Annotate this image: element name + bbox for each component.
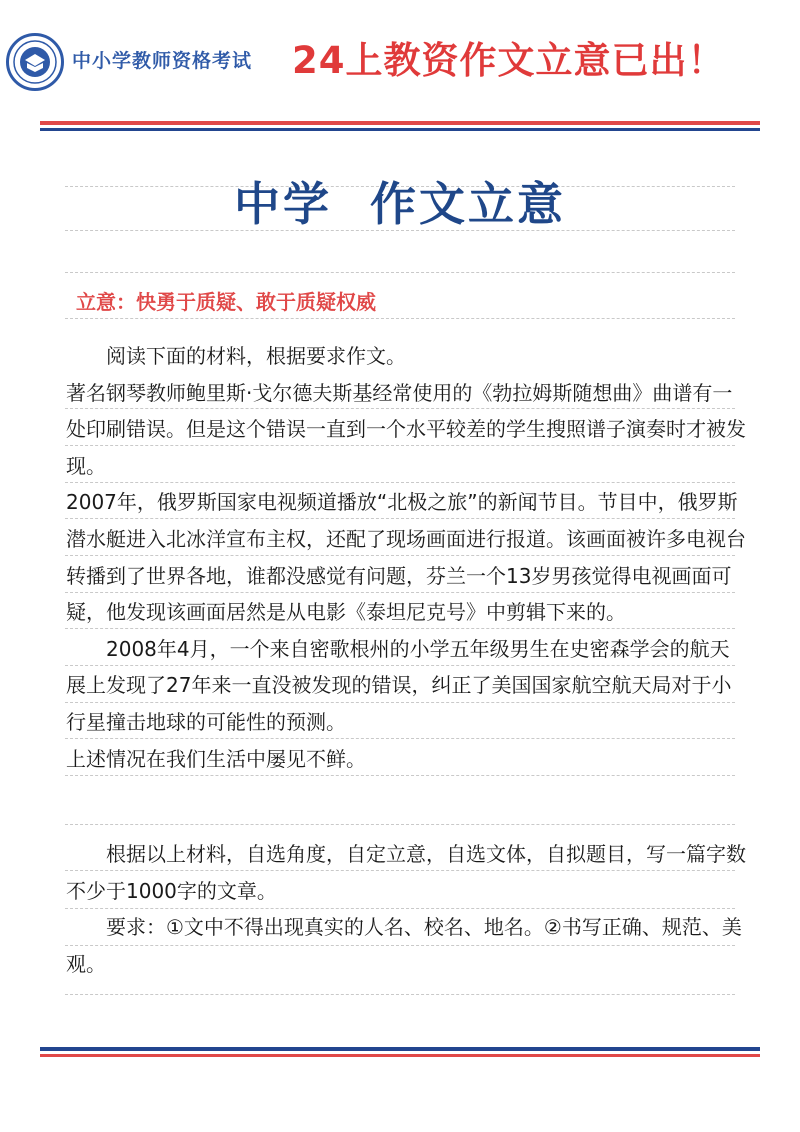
top-divider-red	[40, 121, 760, 125]
dashed-rule	[65, 272, 735, 273]
material-paragraph: 阅读下面的材料，根据要求作文。	[106, 344, 406, 368]
material-paragraph: 上述情况在我们生活中屡见不鲜。	[66, 746, 366, 771]
page-title: 中学 作文立意	[233, 177, 567, 231]
instruction-paragraph: 要求：①文中不得出现真实的人名、校名、地名。②书写正确、规范、美观。	[66, 915, 742, 976]
book-emblem-svg	[9, 36, 61, 88]
essay-theme: 立意：快勇于质疑、敢于质疑权威	[76, 290, 376, 314]
material-paragraph: 2008年4月，一个来自密歌根州的小学五年级男生在史密森学会的航天展上发现了27年来一直没被发现的错误，纠正了美国国家航空航天局对于小行星撞击地球的可能性的预测。	[66, 636, 732, 734]
material-paragraph: 著名钢琴教师鲍里斯·戈尔德夫斯基经常使用的《勃拉姆斯随想曲》曲谱有一处印刷错误。但是这个错误一直到一个水平较差的学生搜照谱子演奏时才被发现。	[66, 380, 746, 478]
top-divider-blue	[40, 128, 760, 131]
headline: 24上教资作文立意已出！	[292, 39, 726, 82]
instruction-paragraph: 根据以上材料，自选角度，自定立意，自选文体，自拟题目，写一篇字数不少于1000字的文章。	[66, 842, 746, 903]
material-section	[66, 338, 746, 777]
page-header	[0, 0, 800, 120]
book-emblem-icon	[6, 33, 64, 91]
bottom-divider-red	[40, 1054, 760, 1057]
material-paragraph: 2007年，俄罗斯国家电视频道播放“北极之旅”的新闻节目。节目中，俄罗斯潜水艇进入北冰洋宣布主权，还配了现场画面进行报道。该画面被许多电视台转播到了世界各地，谁都没感觉有问题，芬兰一个13岁男孩觉得电视画面可疑，他发现该画面居然是从电影《泰坦尼克号》中剪辑下来的。	[66, 490, 746, 625]
bottom-divider-blue	[40, 1047, 760, 1051]
dashed-rule	[65, 824, 735, 825]
brand-name: 中小学教师资格考试	[72, 50, 253, 72]
dashed-rule	[65, 994, 735, 995]
dashed-rule	[65, 318, 735, 319]
instructions-section	[66, 836, 746, 982]
